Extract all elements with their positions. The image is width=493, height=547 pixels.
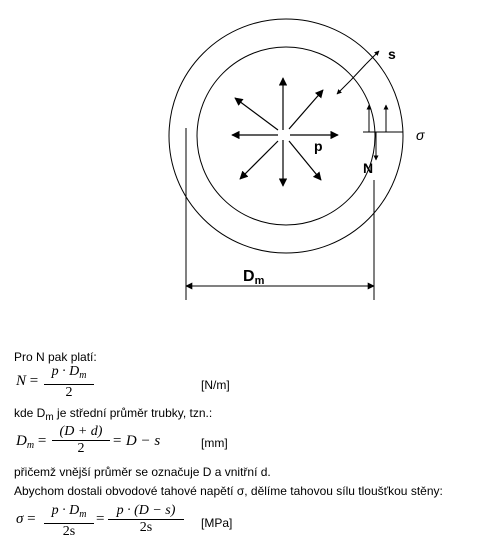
label-s: s [388,46,396,62]
outer-circle [169,19,403,253]
dm-dimension [186,128,374,300]
dm-description-line: kde $D_m$ je střední průměr trubky, tzn.: [14,406,213,423]
diameter-note-line: přičemž vnější průměr se označuje D a vnitřní d. [14,465,271,479]
stress-intro-line: Abychom dostali obvodové tahové napětí σ, dělíme tahovou sílu tloušťkou stěny: [14,484,443,498]
label-sigma: σ [416,127,425,143]
inner-circle [197,47,375,225]
pressure-arrows [232,78,338,186]
label-p: p [314,138,323,154]
label-dm: Dm [243,268,265,287]
thickness-arrows [337,51,379,94]
intro-line: Pro N pak platí: [14,350,97,364]
wall-section [363,105,403,160]
label-N: N [363,160,374,176]
